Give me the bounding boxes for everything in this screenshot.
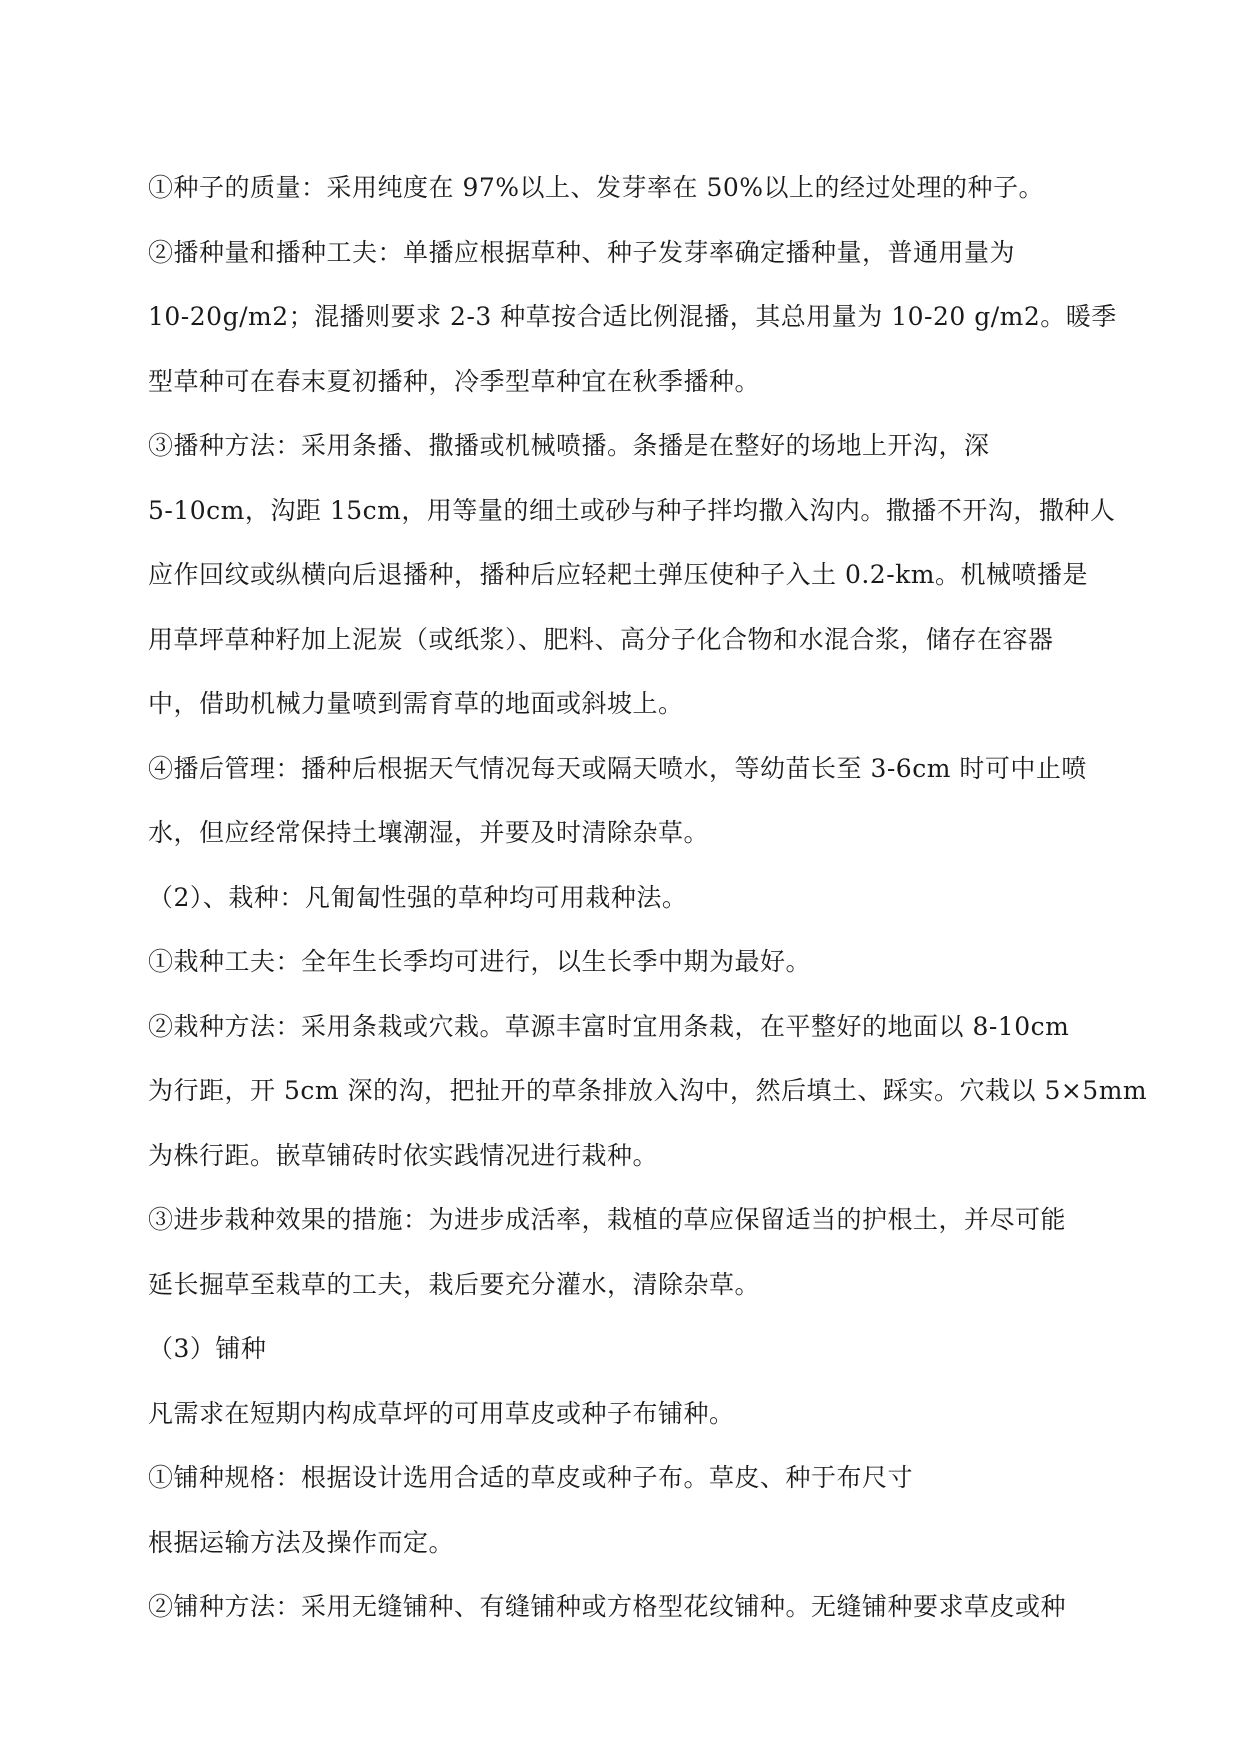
text-line: 10-20g/m2；混播则要求 2-3 种草按合适比例混播，其总用量为 10-20 g/m2。暖季 — [148, 302, 1117, 331]
document-body — [148, 156, 1148, 1640]
text-line: 5-10cm，沟距 15cm，用等量的细土或砂与种子拌均撒入沟内。撒播不开沟，撒种人 — [148, 495, 1116, 525]
text-line: ①种子的质量：采用纯度在 97%以上、发芽率在 50%以上的经过处理的种子。 — [148, 173, 1045, 202]
text-line: 根据运输方法及操作而定。 — [148, 1527, 455, 1557]
text-line: 为株行距。嵌草铺砖时依实践情况进行栽种。 — [148, 1140, 659, 1170]
text-line: ①栽种工夫：全年生长季均可进行，以生长季中期为最好。 — [148, 947, 812, 976]
text-line: ③进步栽种效果的措施：为进步成活率，栽植的草应保留适当的护根土，并尽可能 — [148, 1205, 1067, 1234]
text-line: 型草种可在春末夏初播种，冷季型草种宜在秋季播种。 — [148, 366, 761, 396]
section-heading: （3）铺种 — [148, 1334, 267, 1363]
section-heading: （2）、栽种：凡匍匐性强的草种均可用栽种法。 — [148, 882, 688, 912]
text-line: 为行距，开 5cm 深的沟，把扯开的草条排放入沟中，然后填土、踩实。穴栽以 5×5mm — [148, 1076, 1148, 1105]
text-line: 凡需求在短期内构成草坪的可用草皮或种子布铺种。 — [148, 1398, 735, 1428]
text-line: 用草坪草种籽加上泥炭（或纸浆）、肥料、高分子化合物和水混合浆，储存在容器 — [148, 624, 1054, 654]
text-line: ③播种方法：采用条播、撒播或机械喷播。条播是在整好的场地上开沟，深 — [148, 431, 990, 460]
text-line: ①铺种规格：根据设计选用合适的草皮或种子布。草皮、种于布尺寸 — [148, 1463, 914, 1492]
text-line: 应作回纹或纵横向后退播种，播种后应轻耙土弹压使种子入土 0.2-km。机械喷播是 — [148, 560, 1089, 589]
text-line: ②播种量和播种工夫：单播应根据草种、种子发芽率确定播种量，普通用量为 — [148, 237, 1016, 267]
text-line: 水，但应经常保持土壤潮湿，并要及时清除杂草。 — [148, 818, 710, 847]
text-line: ②栽种方法：采用条栽或穴栽。草源丰富时宜用条栽，在平整好的地面以 8-10cm — [148, 1011, 1070, 1041]
text-line: ④播后管理：播种后根据天气情况每天或隔天喷水，等幼苗长至 3-6cm 时可中止喷 — [148, 753, 1087, 783]
text-line: 中，借助机械力量喷到需育草的地面或斜坡上。 — [148, 689, 684, 718]
text-line: 延长掘草至栽草的工夫，栽后要充分灌水，清除杂草。 — [148, 1269, 761, 1299]
text-line: ②铺种方法：采用无缝铺种、有缝铺种或方格型花纹铺种。无缝铺种要求草皮或种 — [148, 1592, 1067, 1621]
